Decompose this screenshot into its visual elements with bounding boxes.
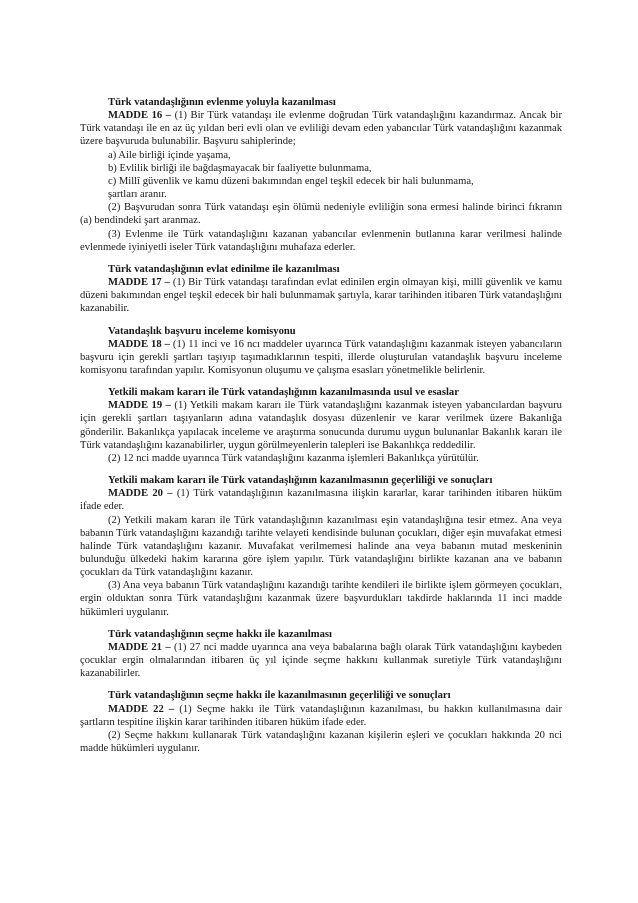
section-paragraph bbox=[80, 109, 562, 148]
section-heading: Türk vatandaşlığının evlat edinilme ile kazanılması bbox=[108, 263, 340, 275]
list-item: a) Aile birliği içinde yaşama, bbox=[108, 149, 231, 161]
list-item: şartları aranır. bbox=[108, 189, 167, 201]
section-paragraph bbox=[80, 641, 562, 680]
paragraph-text: (1) Bir Türk vatandaşı tarafından evlat edinilen ergin olmayan kişi, millî güvenlik ve kamu düzeni bakımından engel teşkil edecek bir hali bulunmamak şartıyla, karar tarihinden itibaren Türk vatandaşlığını kazanabilir. bbox=[80, 277, 562, 315]
list-item: b) Evlilik birliği ile bağdaşmayacak bir faaliyette bulunmama, bbox=[108, 162, 372, 174]
article-number: MADDE 19 – bbox=[108, 400, 171, 412]
section-heading: Türk vatandaşlığının seçme hakkı ile kazanılması bbox=[108, 628, 332, 640]
section-paragraph: (3) Ana veya babanın Türk vatandaşlığını kazandığı tarihte kendileri ile birlikte işlem görmeyen çocukları, ergin olduktan sonra Türk vatandaşlığını kazanmak üzere başvurdukları takdirde haklarında 11 inci madde hükümleri uygulanır. bbox=[80, 580, 562, 618]
article-number: MADDE 20 – bbox=[108, 488, 173, 500]
article-number: MADDE 22 – bbox=[108, 703, 175, 715]
article-number: MADDE 17 – bbox=[108, 277, 170, 289]
paragraph-text: (1) Türk vatandaşlığının kazanılmasına ilişkin kararlar, karar tarihinden itibaren hüküm ifade eder. bbox=[80, 488, 562, 513]
section-heading: Türk vatandaşlığının evlenme yoluyla kazanılması bbox=[108, 97, 336, 108]
section-paragraph: (2) Seçme hakkını kullanarak Türk vatandaşlığını kazanan kişilerin eşleri ve çocukları hakkında 20 nci madde hükümleri uygulanır. bbox=[80, 729, 562, 755]
paragraph-text: (1) 11 inci ve 16 ncı maddeler uyarınca Türk vatandaşlığını kazanmak isteyen yabancıların başvuru için gerekli şartları taşıyıp taşımadıklarının tespiti, illerde oluşturulan vatandaşlık başvuru inceleme komisyonu tarafından yapılır. Komisyonun oluşumu ve çalışma esasları yönetmelikle belirlenir. bbox=[80, 338, 562, 376]
section-paragraph bbox=[80, 399, 562, 452]
section-paragraph: (2) Yetkili makam kararı ile Türk vatandaşlığının kazanılması eşin vatandaşlığına tesir etmez. Ana veya babanın Türk vatandaşlığını kazandığı tarihte velayeti kendisinde bulunan çocukları, diğer eşin muvafakat etmesi halinde Türk vatandaşlığını kazanır. Muvafakat verilmemesi halinde ana veya babanın mutad meskeninin bulunduğu ülkedeki hakim kararına göre işlem yapılır. Türk vatandaşlığını birlikte kazanan ana ve babanın çocukları da Türk vatandaşlığını kazanır. bbox=[80, 514, 562, 579]
section-paragraph bbox=[80, 338, 562, 377]
section-heading: Türk vatandaşlığının seçme hakkı ile kazanılmasının geçerliliği ve sonuçları bbox=[108, 690, 451, 702]
paragraph-text: (1) Bir Türk vatandaşı ile evlenme doğrudan Türk vatandaşlığını kazandırmaz. Ancak bir Türk vatandaşı ile en az üç yıldan beri evli olan ve evliliği devam eden yabancılar Türk vatandaşlığını kazanmak üzere başvuruda bulunabilir. Başvuru sahiplerinde; bbox=[80, 110, 562, 148]
section-paragraph: (2) Başvurudan sonra Türk vatandaşı eşin ölümü nedeniyle evliliğin sona ermesi halinde birinci fıkranın (a) bendindeki şart aranmaz. bbox=[80, 202, 562, 227]
section-heading: Yetkili makam kararı ile Türk vatandaşlığının kazanılmasında usul ve esaslar bbox=[108, 387, 459, 399]
article-number: MADDE 21 – bbox=[108, 641, 171, 653]
article-number: MADDE 18 – bbox=[108, 338, 170, 350]
section-paragraph: (3) Evlenme ile Türk vatandaşlığını kazanan yabancılar evlenmenin butlanına karar verilmesi halinde evlenmede iyiniyetli iseler Türk vatandaşlığını muhafaza ederler. bbox=[80, 228, 562, 253]
paragraph-text: (1) 27 nci madde uyarınca ana veya babalarına bağlı olarak Türk vatandaşlığını kaybeden çocuklar ergin olmalarından itibaren üç yıl içinde seçme hakkını kullanmak suretiyle Türk vatandaşlığını kazanabilirler. bbox=[80, 641, 562, 680]
section-paragraph bbox=[80, 487, 562, 513]
document-page bbox=[80, 96, 562, 755]
paragraph-text: (1) Yetkili makam kararı ile Türk vatandaşlığını kazanmak isteyen yabancılardan başvuru için gerekli şartları taşıyanların adına vatandaşlık dosyası düzenlenir ve karar verilmek üzere Bakanlığa gönderilir. Bakanlıkça yapılacak inceleme ve araştırma sonucunda durumu uygun bulunanlar Bakanlık kararı ile Türk vatandaşlığını kazanabilirler, uygun görülmeyenlerin talepleri ise Bakanlıkça reddedilir. bbox=[80, 400, 562, 451]
section-paragraph: (2) 12 nci madde uyarınca Türk vatandaşlığını kazanma işlemleri Bakanlıkça yürütülür. bbox=[108, 452, 479, 464]
paragraph-text: (1) Seçme hakkı ile Türk vatandaşlığının kazanılması, bu hakkın kullanılmasına dair şartların tespitine ilişkin karar tarihinden itibaren hüküm ifade eder. bbox=[80, 703, 562, 728]
list-item: c) Millî güvenlik ve kamu düzeni bakımından engel teşkil edecek bir hali bulunmama, bbox=[108, 175, 474, 187]
article-number: MADDE 16 – bbox=[108, 110, 172, 122]
section-heading: Yetkili makam kararı ile Türk vatandaşlığının kazanılmasının geçerliliği ve sonuçları bbox=[108, 475, 493, 487]
section-paragraph bbox=[80, 703, 562, 729]
section-paragraph bbox=[80, 276, 562, 315]
section-heading: Vatandaşlık başvuru inceleme komisyonu bbox=[108, 325, 296, 337]
